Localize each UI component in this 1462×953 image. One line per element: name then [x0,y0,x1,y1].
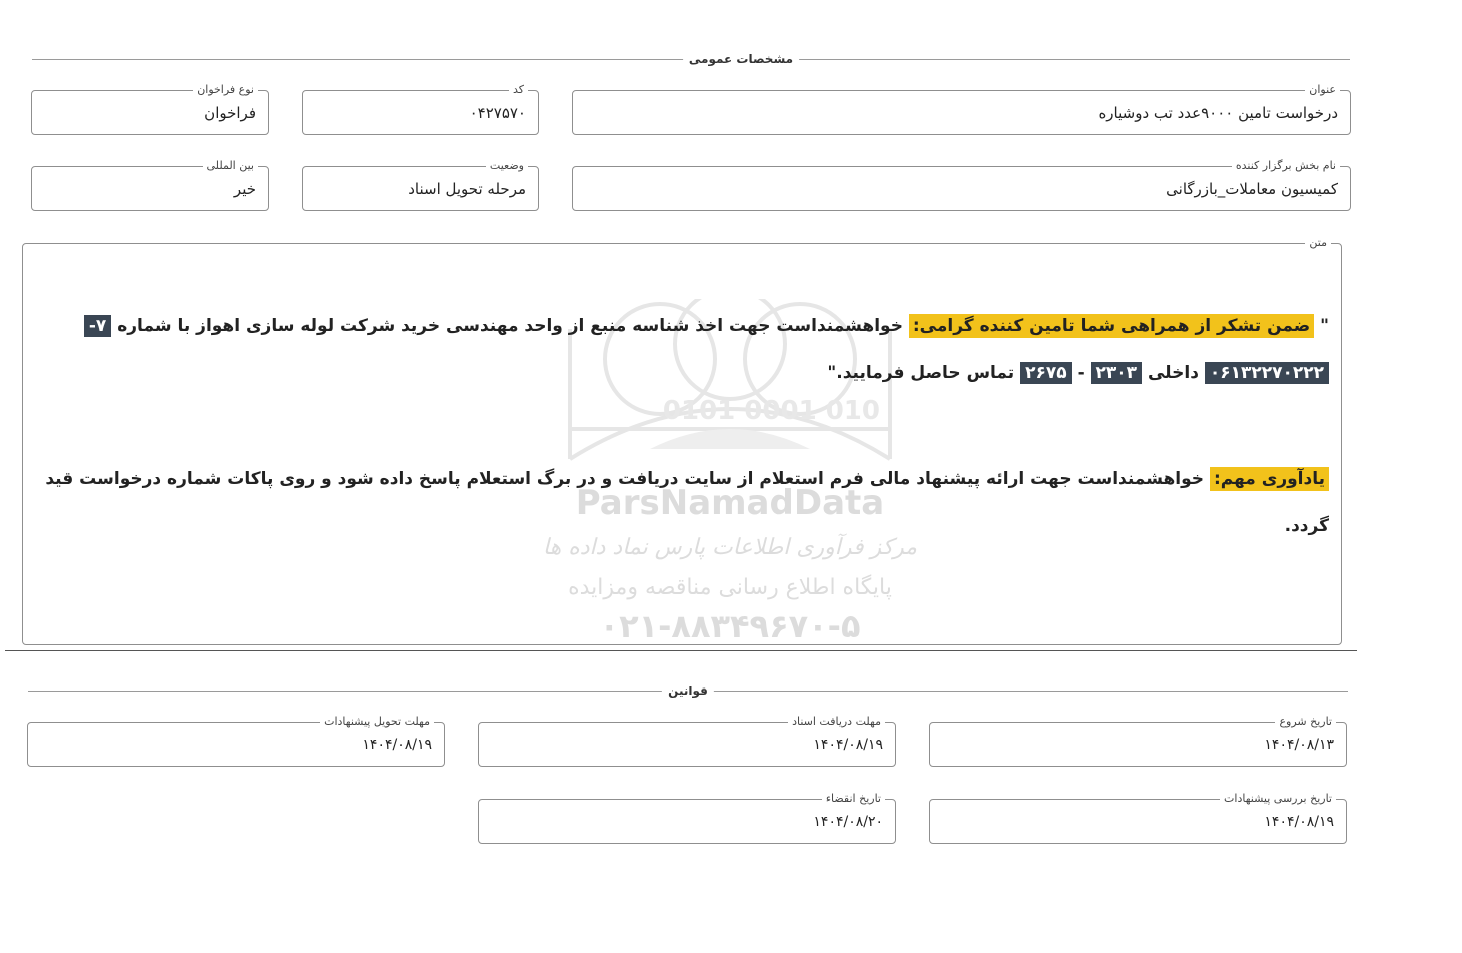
call-type-value: فراخوان [204,103,256,122]
watermark-cert: 0101 0001 010 [662,396,880,426]
general-section-title: مشخصات عمومی [683,51,799,67]
watermark-line1: مرکز فرآوری اطلاعات پارس نماد داده ها [542,535,918,560]
subject-field[interactable] [572,83,1351,135]
description-box[interactable] [22,236,1342,645]
call-type-field[interactable] [31,83,269,135]
doc-deadline-label: مهلت دریافت اسناد [788,714,885,730]
ext-dash: - [1077,363,1085,383]
section-separator [5,650,1357,651]
international-field[interactable] [31,159,269,211]
doc-deadline-value: ۱۴۰۴/۰۸/۱۹ [813,736,883,753]
status-label: وضعیت [486,158,528,174]
start-date-label: تاریخ شروع [1275,714,1336,730]
organizer-label: نام بخش برگزار کننده [1232,158,1340,174]
expiry-date-label: تاریخ انقضاء [822,791,885,807]
review-date-value: ۱۴۰۴/۰۸/۱۹ [1264,813,1334,830]
review-date-field[interactable] [929,792,1347,844]
expiry-date-field[interactable] [478,792,896,844]
content-line-2 [827,358,1329,388]
expiry-date-value: ۱۴۰۴/۰۸/۲۰ [813,813,883,830]
status-field[interactable] [302,159,539,211]
organizer-value: کمیسیون معاملات_بازرگانی [1166,179,1338,198]
description-label: متن [1305,235,1331,251]
watermark-phone: ۰۲۱-۸۸۳۴۹۶۷۰-۵ [599,607,861,645]
watermark-line2: پایگاه اطلاع رسانی مناقصه ومزایده [568,575,892,600]
line1-body: خواهشمنداست جهت اخذ شناسه منبع از واحد مهندسی خرید شرکت لوله سازی اهواز با شماره [117,316,903,336]
review-date-label: تاریخ بررسی پیشنهادات [1220,791,1336,807]
code-field[interactable] [302,83,539,135]
offer-deadline-value: ۱۴۰۴/۰۸/۱۹ [362,736,432,753]
status-value: مرحله تحویل اسناد [408,179,526,198]
start-date-field[interactable] [929,715,1347,767]
code-value: ۰۴۲۷۵۷۰ [469,103,526,122]
greeting-highlight: ضمن تشکر از همراهی شما تامین کننده گرامی: [909,314,1314,338]
content-line-4 [1285,511,1329,541]
watermark-brand: ParsNamadData [575,483,885,523]
line4-body: گردد. [1284,516,1329,536]
ext-label: داخلی [1147,363,1199,383]
line3-body: خواهشمنداست جهت ارائه پیشنهاد مالی فرم استعلام از سایت دریافت و در برگ استعلام پاسخ داده شود و روی پاکات شماره درخواست قید [45,469,1205,489]
rules-section-title: قوانین [662,683,714,699]
phone-prefix-tag: ۷- [84,315,111,337]
offer-deadline-label: مهلت تحویل پیشنهادات [320,714,434,730]
organizer-field[interactable] [572,159,1351,211]
start-date-value: ۱۴۰۴/۰۸/۱۳ [1264,736,1334,753]
content-line-1 [84,311,1329,341]
subject-value: درخواست تامین ۹۰۰۰عدد تب دوشیاره [1098,103,1338,122]
content-line-3 [45,464,1329,494]
code-label: کد [509,82,528,98]
call-type-label: نوع فراخوان [193,82,258,98]
reminder-highlight: یادآوری مهم: [1210,467,1329,491]
quote-open: " [1320,316,1329,336]
doc-deadline-field[interactable] [478,715,896,767]
line2-tail: تماس حاصل فرمایید." [827,363,1015,383]
ext-2-tag: ۲۶۷۵ [1020,362,1072,384]
international-value: خیر [233,179,256,198]
subject-label: عنوان [1305,82,1340,98]
international-label: بین المللی [203,158,258,174]
phone-number-tag: ۰۶۱۳۲۲۷۰۲۲۲ [1205,362,1329,384]
ext-1-tag: ۲۳۰۳ [1091,362,1143,384]
offer-deadline-field[interactable] [27,715,445,767]
